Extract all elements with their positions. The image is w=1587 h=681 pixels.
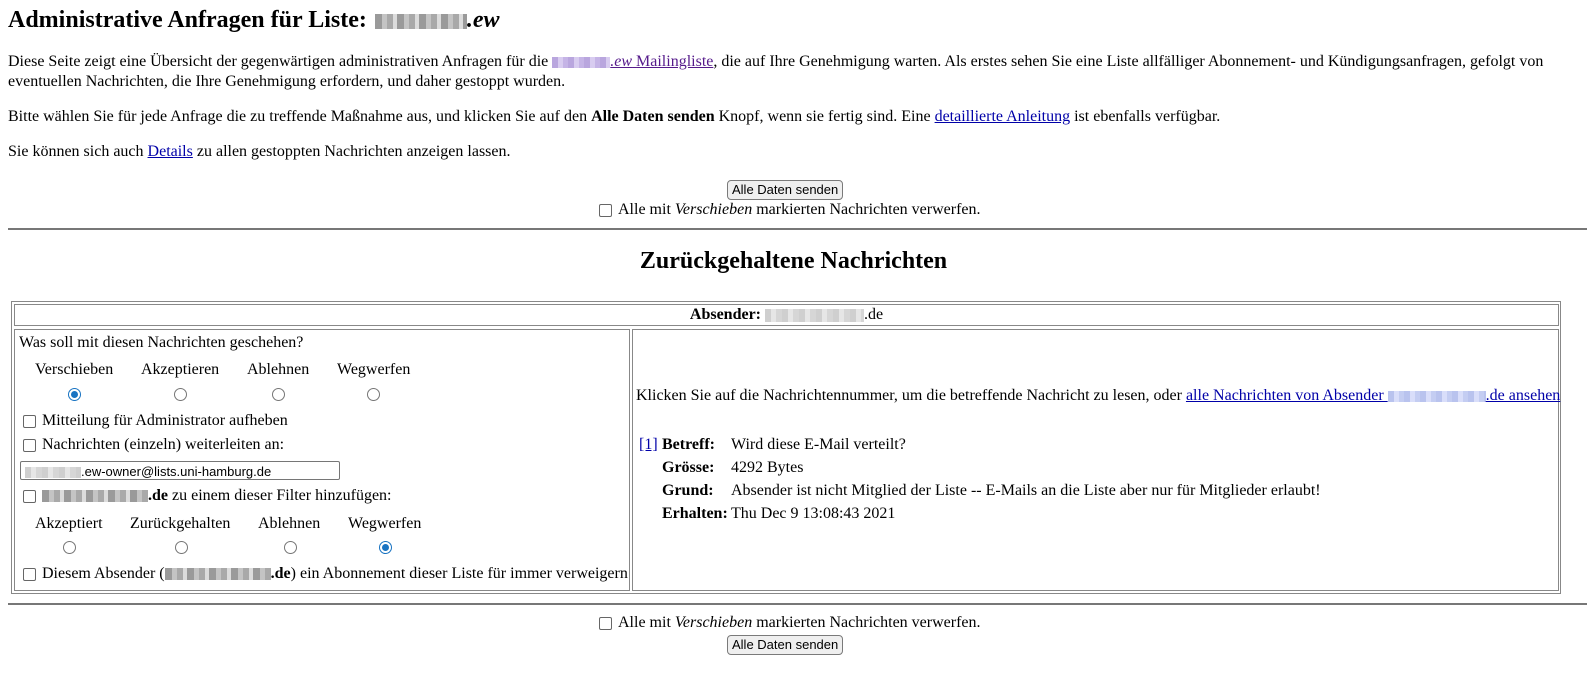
submit-all-button-top[interactable]: Alle Daten senden (727, 180, 843, 200)
intro-text-after: , die auf Ihre Genehmigung warten. Als erstes sehen Sie eine Liste allfälliger Abonnement- und Kündigungsanfragen, gefolgt von eventuellen Nachrichten, die Ihre Genehmigung erfordern, und daher gestoppt wurden. (8, 53, 1544, 90)
subject-label: Betreff: (662, 436, 715, 453)
discard-all-checkbox-top[interactable] (599, 204, 612, 217)
action-radio-verschieben[interactable] (68, 388, 81, 401)
forward-address-input[interactable] (20, 461, 340, 480)
sender-header (14, 304, 1559, 326)
mailinglist-link[interactable] (552, 53, 713, 70)
discard-text-after-bottom: markierten Nachrichten verwerfen. (752, 614, 981, 631)
forward-label: Nachrichten (einzeln) weiterleiten an: (42, 436, 285, 453)
instructions-text-after: ist ebenfalls verfügbar. (1070, 108, 1221, 125)
filter-label-2: Ablehnen (258, 515, 321, 532)
discard-all-checkbox-bottom[interactable] (599, 617, 612, 630)
filter-checkbox[interactable] (23, 490, 36, 503)
details-text-before: Sie können sich auch (8, 143, 148, 160)
received-label: Erhalten: (662, 505, 728, 522)
page-title-suffix: .ew (466, 7, 500, 33)
discard-text-em: Verschieben (674, 201, 753, 218)
section-title: Zurückgehaltene Nachrichten (639, 248, 948, 274)
messages-intro-text: Klicken Sie auf die Nachrichtennummer, um die betreffende Nachricht zu lesen, oder (636, 387, 1186, 404)
size-label: Grösse: (662, 459, 715, 476)
instructions-bold: Alle Daten senden (591, 108, 715, 125)
redacted-sender-email (765, 309, 864, 322)
forward-checkbox[interactable] (23, 439, 36, 452)
page-title-prefix: Administrative Anfragen für Liste: (8, 7, 367, 33)
discard-text-after: markierten Nachrichten verwerfen. (752, 201, 981, 218)
discard-all-row-bottom (599, 613, 981, 633)
action-question: Was soll mit diesen Nachrichten geschehen? (19, 334, 304, 351)
instructions-text-middle: Knopf, wenn sie fertig sind. Eine (714, 108, 935, 125)
messages-intro (636, 386, 1560, 406)
preserve-checkbox[interactable] (23, 415, 36, 428)
redacted-list-name (375, 14, 467, 29)
redacted-list-name-link (552, 57, 610, 68)
reason-label: Grund: (662, 482, 714, 499)
filter-row (23, 486, 391, 506)
filter-label-1: Zurückgehalten (130, 515, 231, 532)
discard-text-before-bottom: Alle mit (618, 614, 675, 631)
details-paragraph (8, 142, 511, 162)
filter-text: zu einem dieser Filter hinzufügen: (168, 487, 392, 504)
filter-label-0: Akzeptiert (35, 515, 103, 532)
instructions-text-before: Bitte wählen Sie für jede Anfrage die zu treffende Maßnahme aus, und klicken Sie auf den (8, 108, 592, 125)
forward-row (23, 435, 284, 455)
view-all-link-before: alle Nachrichten von Absender (1185, 387, 1388, 404)
action-radio-ablehnen[interactable] (272, 388, 285, 401)
redacted-filter-sender (42, 490, 148, 502)
intro-text-before: Diese Seite zeigt eine Übersicht der gegenwärtigen administrativen Anfragen für die (8, 53, 553, 70)
details-link[interactable]: Details (147, 143, 193, 160)
sender-label: Absender: (689, 306, 761, 323)
page-title (8, 6, 1587, 34)
filter-radio-wegwerfen[interactable] (379, 541, 392, 554)
list-suffix: .ew (610, 53, 633, 70)
detailed-instructions-link[interactable]: detaillierte Anleitung (934, 108, 1071, 125)
action-radio-wegwerfen[interactable] (367, 388, 380, 401)
action-label-1: Akzeptieren (141, 361, 220, 378)
action-label-3: Wegwerfen (337, 361, 411, 378)
divider-bottom (8, 603, 1587, 605)
intro-paragraph (8, 52, 1568, 92)
reason-value: Absender ist nicht Mitglied der Liste -- E-Mails an die Liste aber nur für Mitglieder erlaubt! (731, 482, 1321, 499)
filter-radio-ablehnen[interactable] (284, 541, 297, 554)
sender-domain-suffix: .de (864, 306, 884, 323)
redacted-link-sender (1388, 391, 1486, 402)
discard-text-em-bottom: Verschieben (674, 614, 753, 631)
filter-radio-akzeptiert[interactable] (63, 541, 76, 554)
message-number-link[interactable]: [1] (639, 436, 658, 453)
action-label-2: Ablehnen (247, 361, 310, 378)
divider-top (8, 228, 1587, 230)
instructions-paragraph (8, 107, 1220, 127)
view-all-from-sender-link[interactable] (1186, 387, 1560, 404)
ban-domain: .de (270, 565, 291, 582)
filter-radio-zurueckgehalten[interactable] (175, 541, 188, 554)
ban-text-before: Diesem Absender ( (42, 565, 165, 582)
submit-all-button-bottom[interactable]: Alle Daten senden (727, 635, 843, 655)
action-label-0: Verschieben (35, 361, 114, 378)
discard-text-before: Alle mit (618, 201, 675, 218)
preserve-row (23, 411, 288, 431)
redacted-ban-sender (165, 568, 271, 580)
discard-all-row-top (599, 200, 981, 220)
ban-text-after: ) ein Abonnement dieser Liste für immer verweigern (290, 565, 628, 582)
view-all-link-after: .de ansehen (1485, 387, 1561, 404)
redacted-forward-prefix (25, 467, 81, 478)
subject-value: Wird diese E-Mail verteilt? (731, 436, 906, 453)
ban-row (23, 564, 628, 584)
filter-domain: .de (148, 487, 168, 504)
filter-label-3: Wegwerfen (348, 515, 422, 532)
ban-checkbox[interactable] (23, 568, 36, 581)
size-value: 4292 Bytes (731, 459, 804, 476)
received-value: Thu Dec 9 13:08:43 2021 (731, 505, 896, 522)
action-radio-akzeptieren[interactable] (174, 388, 187, 401)
forward-address-value: .ew-owner@lists.uni-hamburg.de (81, 464, 272, 479)
mailinglist-link-label: Mailingliste (636, 53, 714, 70)
preserve-label: Mitteilung für Administrator aufheben (42, 412, 288, 429)
details-text-after: zu allen gestoppten Nachrichten anzeigen lassen. (192, 143, 511, 160)
